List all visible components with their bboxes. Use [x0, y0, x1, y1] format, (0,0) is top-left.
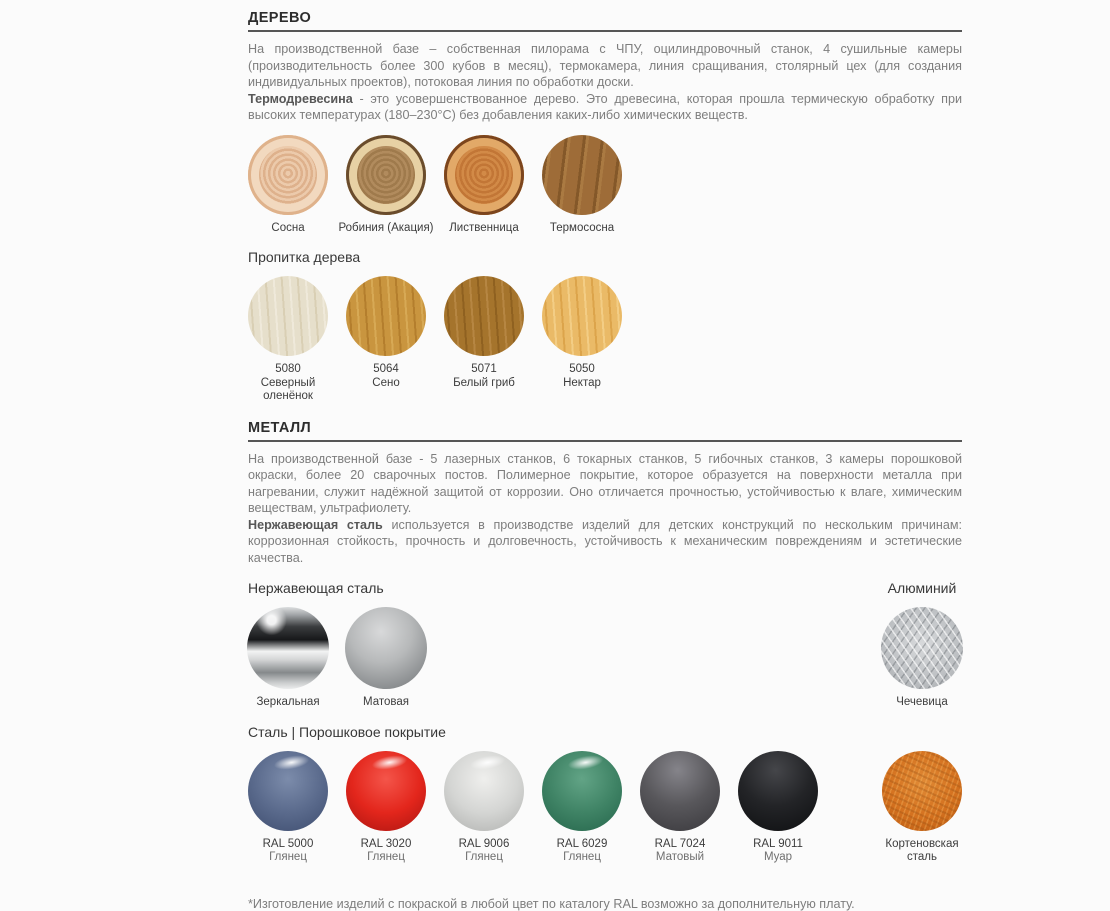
- aluminum-label: Чечевица: [896, 696, 948, 708]
- stainless-title: Нержавеющая сталь: [248, 580, 384, 596]
- powder-label: [361, 838, 412, 865]
- stain-swatch-5064: [346, 276, 426, 356]
- metal-intro-paragraph: [248, 451, 962, 567]
- ral-finish: Муар: [763, 851, 793, 863]
- wood-species-label: Сосна: [271, 221, 305, 234]
- stain-name: Сено: [372, 376, 400, 389]
- aluminum-row: [882, 607, 962, 710]
- metal-intro-text: На производственной базе - 5 лазерных станков, 6 токарных станков, 5 гибочных станков, 3 камеры порошковой окраски, более 20 сварочных постов. Полимерное покрытие, которое образуется на поверхности металла при нагревании, служит надёжной защитой от коррозии. Оно отличается прочностью, устойчивостью к влаге, химическим веществам, ультрафиолету.: [248, 451, 962, 515]
- stain-item: [444, 276, 524, 390]
- powder-coating-row: [248, 751, 962, 865]
- stainless-item: [346, 607, 426, 710]
- stain-name: Нектар: [563, 376, 601, 389]
- stain-name: Белый гриб: [453, 376, 515, 389]
- ral-code: RAL 6029: [556, 837, 608, 850]
- metal-section-title: МЕТАЛЛ: [248, 419, 312, 436]
- content-column: [248, 0, 962, 911]
- metal-section-divider: [248, 440, 962, 442]
- powder-swatch-ral5000: [248, 751, 328, 831]
- powder-label: [655, 838, 706, 865]
- wood-intro-text: На производственной базе – собственная пилорама с ЧПУ, оцилиндровочный станок, 4 сушильные камеры (производительность более 300 кубов в месяц), термокамера, линия сращивания, столярный цех (для создания индивидуальных проектов), потоковая линия по обработки доски.: [248, 42, 962, 89]
- stain-code: 5080: [275, 363, 301, 375]
- powder-swatch-ral7024: [640, 751, 720, 831]
- wood-section-divider: [248, 30, 962, 32]
- stain-swatch-5050: [542, 276, 622, 356]
- stain-label: [340, 363, 432, 390]
- corten-label: Кортеновская сталь: [885, 837, 959, 863]
- powder-label: [557, 838, 608, 865]
- wood-swatch-robinia: [346, 135, 426, 215]
- powder-item: [542, 751, 622, 865]
- stain-label: [242, 363, 334, 404]
- wood-term: Термодревесина: [248, 91, 353, 106]
- metal-term: Нержавеющая сталь: [248, 517, 383, 532]
- stainless-swatch-mirror: [247, 607, 329, 689]
- wood-species-item: [338, 135, 434, 236]
- stain-name: Северный оленёнок: [260, 376, 316, 402]
- wood-swatch-thermopine: [542, 135, 622, 215]
- stain-section-title: Пропитка дерева: [248, 249, 361, 265]
- ral-finish: Матовый: [655, 851, 705, 863]
- stainless-label: Матовая: [363, 696, 409, 708]
- powder-item: [640, 751, 720, 865]
- wood-species-row: [248, 135, 962, 236]
- stain-label: [536, 363, 628, 390]
- stain-label: [438, 363, 530, 390]
- metal-term-description: используется в производстве изделий для детских конструкций по нескольким причинам: коррозионная стойкость, прочность и долговечность, устойчивость к механическим повреждениям и эстетические качества.: [248, 517, 962, 565]
- powder-label: [263, 838, 314, 865]
- stain-swatch-5071: [444, 276, 524, 356]
- ral-footnote: *Изготовление изделий с покраской в любой цвет по каталогу RAL возможно за дополнительную плату.: [248, 896, 855, 911]
- wood-intro-paragraph: [248, 41, 962, 124]
- stain-code: 5071: [471, 363, 497, 375]
- stainless-aluminum-block: [248, 566, 962, 710]
- wood-section: [248, 10, 962, 404]
- wood-species-label: Робиния (Акация): [338, 221, 434, 234]
- stain-swatch-5080: [248, 276, 328, 356]
- wood-species-item: [248, 135, 328, 236]
- powder-coating-title: Сталь | Порошковое покрытие: [248, 723, 446, 740]
- ral-code: RAL 9011: [753, 837, 803, 850]
- stainless-row: [248, 607, 444, 710]
- stain-code: 5050: [569, 363, 595, 375]
- wood-swatch-larch: [444, 135, 524, 215]
- powder-item: [444, 751, 524, 865]
- ral-code: RAL 3020: [360, 837, 412, 850]
- stainless-block: [248, 566, 444, 710]
- ral-finish: Глянец: [367, 851, 405, 863]
- wood-species-item: [542, 135, 622, 236]
- powder-swatch-ral9011: [738, 751, 818, 831]
- powder-swatch-ral9006: [444, 751, 524, 831]
- stain-item: [248, 276, 328, 404]
- wood-species-item: [444, 135, 524, 236]
- powder-label: [753, 838, 803, 865]
- ral-code: RAL 7024: [654, 837, 706, 850]
- powder-item: [346, 751, 426, 865]
- powder-swatch-ral3020: [346, 751, 426, 831]
- stain-code: 5064: [373, 363, 399, 375]
- powder-item: [738, 751, 818, 865]
- stainless-item: [248, 607, 328, 710]
- stainless-swatch-matte: [345, 607, 427, 689]
- wood-species-label: Термососна: [549, 221, 615, 234]
- aluminum-swatch-checkerplate: [881, 607, 963, 689]
- aluminum-item: [882, 607, 962, 710]
- stain-row: [248, 276, 962, 404]
- ral-code: RAL 5000: [262, 837, 314, 850]
- ral-finish: Глянец: [465, 851, 503, 863]
- wood-term-description: - это усовершенствованное дерево. Это древесина, которая прошла термическую обработку при высоких температурах (180–230°С) без добавления каких-либо химических веществ.: [248, 91, 962, 122]
- powder-item: [248, 751, 328, 865]
- stainless-label: Зеркальная: [256, 696, 320, 708]
- corten-swatch: [882, 751, 962, 831]
- corten-item: [882, 751, 962, 865]
- ral-finish: Глянец: [269, 851, 307, 863]
- powder-label: [459, 838, 510, 865]
- stain-item: [542, 276, 622, 390]
- stain-item: [346, 276, 426, 390]
- wood-species-label: Лиственница: [449, 221, 519, 234]
- aluminum-block: [882, 566, 962, 710]
- wood-section-title: ДЕРЕВО: [248, 10, 312, 26]
- wood-swatch-pine: [248, 135, 328, 215]
- metal-section: [248, 420, 962, 911]
- aluminum-title: Алюминий: [887, 580, 957, 596]
- powder-swatch-ral6029: [542, 751, 622, 831]
- ral-finish: Глянец: [563, 851, 601, 863]
- ral-code: RAL 9006: [458, 837, 510, 850]
